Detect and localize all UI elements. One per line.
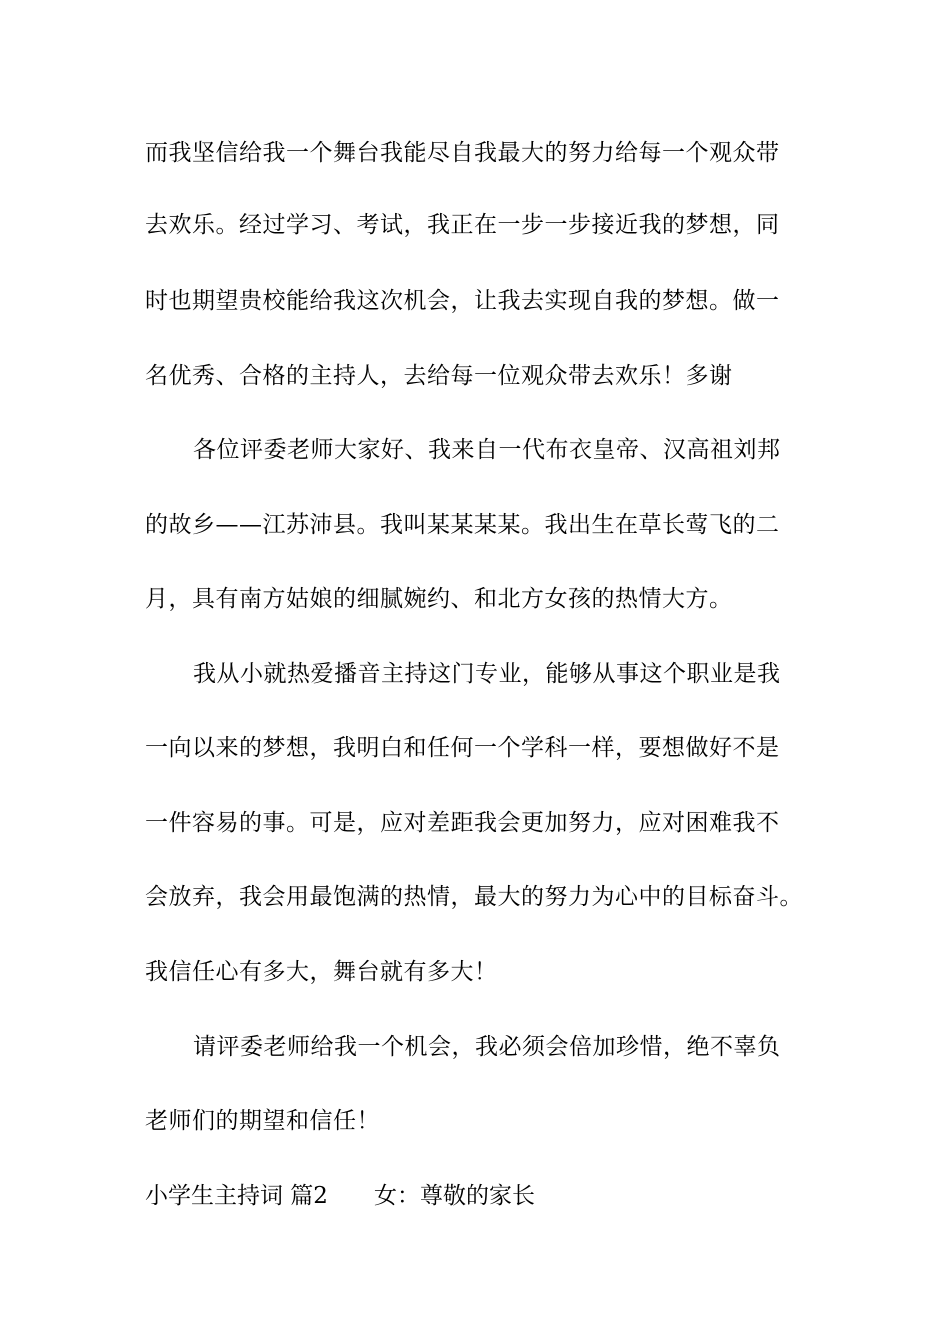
paragraph-start-line: 我从小就热爱播音主持这门专业，能够从事这个职业是我 <box>193 661 781 687</box>
text-line: 一件容易的事。可是，应对差距我会更加努力，应对困难我不 <box>145 810 780 836</box>
text-line: 名优秀、合格的主持人，去给每一位观众带去欢乐！多谢 <box>145 363 733 389</box>
text-line: 月，具有南方姑娘的细腻婉约、和北方女孩的热情大方。 <box>145 586 733 612</box>
speaker-line: 女：尊敬的家长 <box>373 1183 535 1209</box>
section-title: 小学生主持词 篇2 <box>145 1183 328 1209</box>
text-line: 而我坚信给我一个舞台我能尽自我最大的努力给每一个观众带 <box>145 140 780 166</box>
text-line: 时也期望贵校能给我这次机会，让我去实现自我的梦想。做一 <box>145 288 780 314</box>
text-line: 老师们的期望和信任！ <box>145 1108 380 1134</box>
text-line: 的故乡——江苏沛县。我叫某某某某。我出生在草长莺飞的二 <box>145 512 780 538</box>
text-line: 会放弃，我会用最饱满的热情，最大的努力为心中的目标奋斗。 <box>145 884 803 910</box>
section-heading <box>145 1181 535 1211</box>
paragraph-start-line: 各位评委老师大家好、我来自一代布衣皇帝、汉高祖刘邦 <box>193 437 781 463</box>
paragraph-start-line: 请评委老师给我一个机会，我必须会倍加珍惜，绝不辜负 <box>193 1034 781 1060</box>
text-line: 去欢乐。经过学习、考试，我正在一步一步接近我的梦想，同 <box>145 212 780 238</box>
text-line: 一向以来的梦想，我明白和任何一个学科一样，要想做好不是 <box>145 735 780 761</box>
text-line: 我信任心有多大，舞台就有多大！ <box>145 959 498 985</box>
